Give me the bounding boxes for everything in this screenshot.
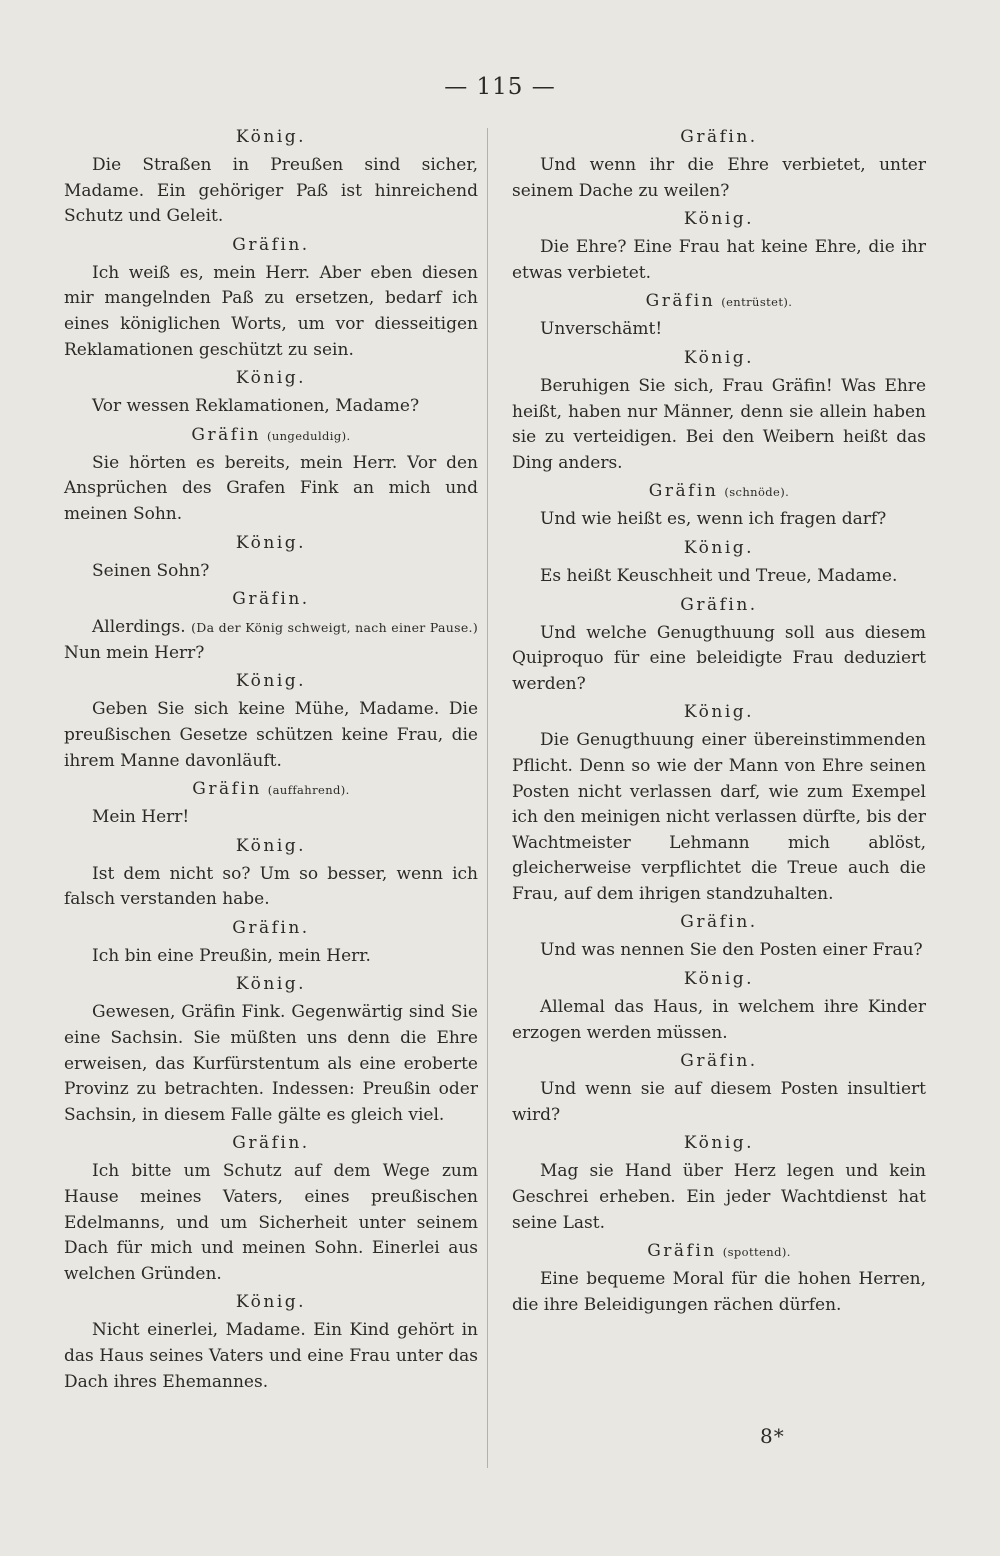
speech-text: Sie hörten es bereits, mein Herr. Vor den Ansprüchen des Grafen Fink an mich und meinen Sohn. [64,452,478,524]
speech-paragraph [64,394,478,420]
speaker-name: Gräfin [647,1241,717,1262]
speech-paragraph [512,995,926,1046]
speaker-name: Gräfin. [680,1051,758,1072]
stage-direction: (entrüstet). [721,295,793,310]
speech-paragraph [512,621,926,698]
speaker-heading [512,1048,926,1075]
speech-paragraph [512,564,926,590]
speech-paragraph [64,451,478,528]
speech-text: Gewesen, Gräfin Fink. Gegenwärtig sind Sie eine Sachsin. Sie müßten uns denn die Ehre erweisen, das Kurfürstentum als eine eroberte Provinz zu betrachten. Indessen: Preußin oder Sachsin, in diesem Falle gälte es gleich viel. [64,1002,478,1125]
stage-direction: (ungeduldig). [266,428,351,443]
speech-paragraph [64,862,478,913]
speech-text: Nun mein Herr? [64,642,205,663]
speaker-heading [64,586,478,613]
speaker-heading [64,530,478,557]
speech-text: Mein Herr! [92,807,190,828]
speaker-heading [512,345,926,372]
speech-text: Ist dem nicht so? Um so besser, wenn ich falsch verstanden habe. [64,863,478,910]
speech-text: Allerdings. [92,617,186,638]
speaker-heading [512,1238,926,1265]
speaker-heading [512,699,926,726]
speech-text: Und wenn ihr die Ehre verbietet, unter seinem Dache zu weilen? [512,155,926,201]
column-divider [487,128,498,1468]
speaker-heading [64,776,478,803]
page-number: — 115 — [444,74,556,100]
stage-direction: (Da der König schweigt, nach einer Pause.) [191,620,478,636]
speaker-name: König. [235,974,307,995]
signature-mark: 8* [760,1424,785,1448]
left-column [64,122,478,1397]
speech-paragraph [512,235,926,286]
speaker-name: Gräfin. [680,127,758,147]
speech-text: Und wenn sie auf diesem Posten insultiert wird? [512,1079,926,1125]
speaker-heading [512,1130,926,1157]
speaker-heading [512,478,926,505]
speech-paragraph [512,1159,926,1236]
speech-text: Mag sie Hand über Herz legen und kein Geschrei erheben. Ein jeder Wachtdienst hat seine Last. [512,1161,926,1233]
speech-paragraph [64,805,478,831]
speech-text: Die Ehre? Eine Frau hat keine Ehre, die ihr etwas verbietet. [512,237,926,283]
speaker-name: König. [683,702,755,723]
speech-text: Und wie heißt es, wenn ich fragen darf? [540,509,887,530]
speech-paragraph [64,944,478,970]
speaker-name: Gräfin. [232,589,310,610]
speech-text: Nicht einerlei, Madame. Ein Kind gehört in das Haus seines Vaters und eine Frau unter das Dach ihres Ehemannes. [64,1320,478,1392]
speech-paragraph [64,697,478,774]
speaker-heading [64,232,478,259]
speech-text: Es heißt Keuschheit und Treue, Madame. [540,565,898,586]
speaker-name: Gräfin. [232,234,310,255]
speech-text: Ich bin eine Preußin, mein Herr. [92,945,371,966]
stage-direction: (spottend). [722,1245,791,1260]
speaker-heading [512,535,926,562]
speech-text: Und was nennen Sie den Posten einer Frau? [540,940,923,961]
speaker-name: Gräfin [648,481,719,502]
speech-text: Geben Sie sich keine Mühe, Madame. Die preußischen Gesetze schützen keine Frau, die ihrem Manne davonläuft. [64,699,478,771]
speaker-heading [64,833,478,860]
speaker-heading [512,206,926,233]
speaker-name: König. [235,835,307,856]
speech-text: Und welche Genugthuung soll aus diesem Quiproquo für eine beleidigte Frau deduziert werden? [512,622,926,694]
speech-text: Allemal das Haus, in welchem ihre Kinder erzogen werden müssen. [512,997,926,1043]
speaker-heading [64,1130,478,1157]
speech-text: Unverschämt! [540,319,663,340]
speaker-heading [64,668,478,695]
speaker-name: König. [235,532,307,553]
speech-text: Beruhigen Sie sich, Frau Gräfin! Was Ehre heißt, haben nur Männer, denn sie allein haben sie zu verteidigen. Bei den Weibern heißt das Ding anders. [512,375,926,473]
stage-direction: (auffahrend). [267,783,350,798]
speaker-heading [64,971,478,998]
speaker-heading [64,915,478,942]
speech-paragraph [64,1000,478,1128]
speech-paragraph [512,507,926,533]
speaker-name: König. [235,127,307,147]
speaker-heading [64,422,478,449]
speaker-heading [64,365,478,392]
speech-text: Ich bitte um Schutz auf dem Wege zum Hause meines Vaters, eines preußischen Edelmanns, und um Sicherheit unter seinem Dach für mich und meinen Sohn. Einerlei aus welchen Gründen. [64,1161,478,1284]
speaker-name: König. [235,671,307,692]
speech-paragraph [512,728,926,907]
speaker-heading [512,124,926,151]
speaker-name: Gräfin [191,424,261,445]
speaker-heading [512,592,926,619]
speaker-name: Gräfin [645,291,716,312]
speech-paragraph [512,938,926,964]
speaker-name: König. [683,209,755,230]
speech-paragraph [512,317,926,343]
speaker-heading [512,909,926,936]
speech-text: Ich weiß es, mein Herr. Aber eben diesen mir mangelnden Paß zu ersetzen, bedarf ich eines königlichen Worts, um vor diesseitigen Reklamationen geschützt zu sein. [64,262,478,360]
speech-paragraph [512,153,926,204]
speaker-name: König. [683,1133,755,1154]
speaker-heading [64,1289,478,1316]
speaker-name: Gräfin. [680,594,758,615]
speaker-name: Gräfin [192,779,262,800]
speaker-name: König. [235,1292,307,1313]
speaker-name: König. [235,368,307,389]
speech-paragraph [64,153,478,230]
speech-paragraph [64,261,478,363]
speech-text: Eine bequeme Moral für die hohen Herren, die ihre Beleidigungen rächen dürfen. [512,1269,926,1315]
speaker-name: König. [683,347,755,368]
speech-paragraph [512,374,926,476]
speaker-name: König. [683,537,755,558]
speech-text: Vor wessen Reklamationen, Madame? [92,396,420,417]
stage-direction: (schnöde). [724,485,790,500]
speech-paragraph [512,1077,926,1128]
speaker-name: Gräfin. [232,1133,310,1154]
speaker-name: Gräfin. [680,912,758,933]
speaker-heading [64,124,478,151]
speech-text: Die Straßen in Preußen sind sicher, Madame. Ein gehöriger Paß ist hinreichend Schutz und Geleit. [64,155,478,227]
speaker-heading [512,288,926,315]
speaker-heading [512,966,926,993]
speech-paragraph [64,615,478,666]
speech-paragraph [64,1159,478,1287]
right-column [512,122,926,1320]
speech-text: Die Genugthuung einer übereinstimmenden Pflicht. Denn so wie der Mann von Ehre seinen Posten nicht verlassen darf, wie zum Exempel ich den meinigen nicht verlassen dürfte, bis der Wachtmeister Lehmann mich ablöst, gleicherweise verpflichtet die Treue auch die Frau, auf dem ihrigen standzuhalten. [512,730,926,904]
speech-paragraph [64,1318,478,1395]
speaker-name: König. [683,969,755,990]
speech-paragraph [512,1267,926,1318]
speech-paragraph [64,559,478,585]
speaker-name: Gräfin. [232,917,310,938]
speech-text: Seinen Sohn? [92,560,210,581]
